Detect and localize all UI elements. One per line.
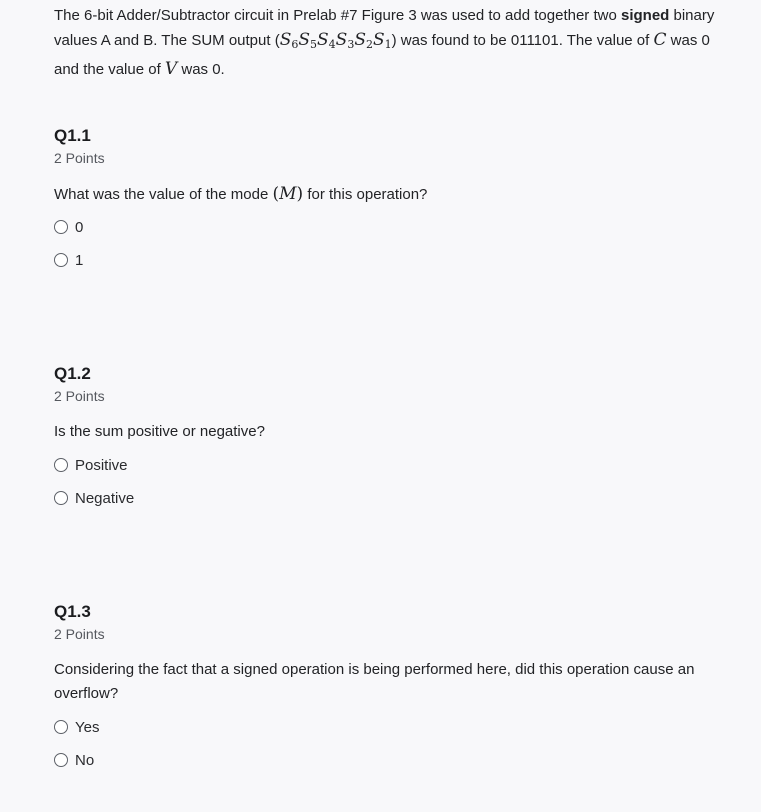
option-label: Yes	[75, 718, 100, 736]
option-label: No	[75, 751, 95, 769]
radio-button[interactable]	[54, 491, 68, 505]
question-q1-2	[54, 364, 734, 507]
option-0[interactable]	[54, 217, 83, 237]
question-prompt: Is the sum positive or negative?	[54, 423, 265, 440]
question-title: Q1.1	[54, 126, 91, 145]
intro-text-5: was 0.	[177, 61, 225, 78]
option-1[interactable]	[54, 250, 83, 270]
option-label: 1	[75, 251, 84, 269]
assignment-content	[54, 0, 734, 769]
intro-text-4: was 0 and the value of	[54, 32, 710, 78]
radio-button[interactable]	[54, 220, 68, 234]
sum-expression: $S_6S_5S_4S_3S_2S_1$	[279, 30, 392, 51]
question-prompt: Considering the fact that a signed operation is being performed here, did this operation cause an overflow?	[54, 661, 695, 702]
radio-button[interactable]	[54, 720, 68, 734]
intro-bold-signed: signed	[620, 7, 670, 24]
variable-c: C	[653, 30, 667, 50]
variable-v: V	[164, 59, 178, 79]
option-no[interactable]	[54, 750, 94, 770]
prompt-text-2: for this operation?	[303, 186, 428, 203]
radio-button[interactable]	[54, 753, 68, 767]
intro-text-1: The 6-bit Adder/Subtractor circuit in Prelab #7 Figure 3 was used to add together two	[54, 7, 621, 24]
paren-open: (	[272, 184, 280, 204]
prompt-text-1: What was the value of the mode	[54, 186, 273, 203]
option-label: 0	[75, 218, 84, 236]
radio-button[interactable]	[54, 458, 68, 472]
intro-text-3: ) was found to be 011101. The value of	[391, 32, 654, 49]
option-label: Negative	[75, 489, 135, 507]
question-points: 2 Points	[54, 388, 105, 404]
question-q1-1	[54, 126, 734, 269]
option-positive[interactable]	[54, 455, 128, 475]
question-points: 2 Points	[54, 626, 105, 642]
question-points: 2 Points	[54, 150, 105, 166]
question-prompt	[54, 182, 734, 207]
question-title: Q1.2	[54, 364, 91, 383]
variable-m: M	[279, 184, 297, 204]
paren-close: )	[296, 184, 304, 204]
radio-button[interactable]	[54, 253, 68, 267]
question-q1-3	[54, 602, 734, 769]
intro-text-2: binary values A and B. The SUM output (	[54, 7, 715, 49]
option-negative[interactable]	[54, 488, 134, 508]
problem-description	[54, 4, 734, 82]
question-title: Q1.3	[54, 602, 91, 621]
option-label: Positive	[75, 456, 128, 474]
option-yes[interactable]	[54, 717, 99, 737]
